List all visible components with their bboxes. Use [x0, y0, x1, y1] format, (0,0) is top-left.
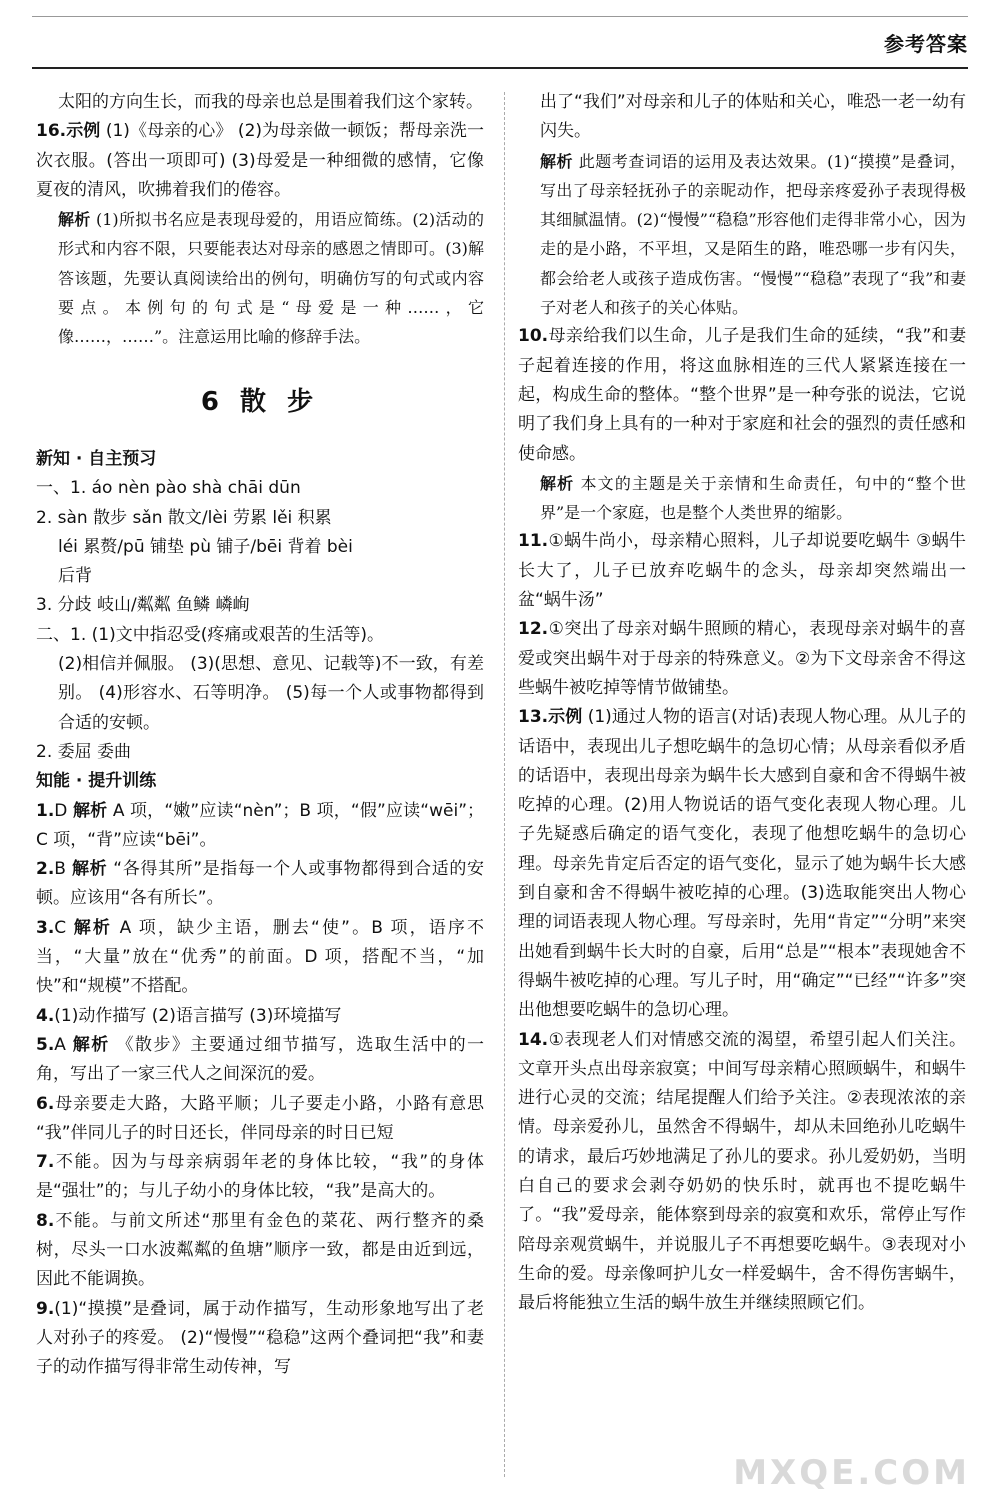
example-tag: 示例 — [66, 121, 101, 142]
answer-text: 母亲给我们以生命，儿子是我们生命的延续，“我”和妻子起着连接的作用，将这血脉相连的三代人紧紧连接在一起，构成生命的整体。“整个世界”是一种夸张的说法，它说明了我们身上具有的一种对于家庭和社会的强烈的责任感和使命感。 — [518, 326, 966, 464]
answer-text: 不能。与前文所述“那里有金色的菜花、两行整齐的桑树，尽头一口水波粼粼的鱼塘”顺序一致，都是由近到远，因此不能调换。 — [36, 1210, 484, 1290]
answer-text: (1)通过人物的语言(对话)表现人物心理。从儿子的话语中，表现出儿子想吃蜗牛的急切心情；从母亲看似矛盾的话语中，表现出母亲为蜗牛长大感到自豪和舍不得蜗牛被吃掉的心理。(2)用人物说话的语气变化表现人物心理。儿子先疑惑后确定的语气变化，表现了他想吃蜗牛的急切心理。母亲先肯定后否定的语气变化，显示了她为蜗牛长大感到自豪和舍不得蜗牛被吃掉的心理。(3)选取能突出人物心理的词语表现人物心理。写母亲时，先用“肯定”“分明”来突出她看到蜗牛长大时的自豪，后用“总是”“根本”表现她舍不得蜗牛被吃掉的心理。写儿子时，用“确定”“已经”“许多”突出他想要吃蜗牛的急切心理。 — [518, 707, 967, 1021]
analysis-text: “各得其所”是指每一个人或事物都得到合适的安顿。应该用“各有所长”。 — [36, 859, 484, 909]
answer-number: 9. — [36, 1298, 55, 1319]
answer-choice: D — [54, 800, 68, 821]
answer-16 — [36, 117, 484, 205]
analysis-tag: 解析 — [58, 210, 91, 230]
answer-number: 7. — [36, 1152, 55, 1173]
right-column — [518, 88, 966, 1318]
answer-number: 14. — [518, 1029, 549, 1050]
answer-k13 — [518, 703, 966, 1025]
answer-choice: A — [54, 1034, 66, 1055]
answer-number: 4. — [36, 1005, 55, 1026]
answer-text: 不能。因为与母亲病弱年老的身体比较，“我”的身体是“强壮”的；与儿子幼小的身体比较，“我”是高大的。 — [36, 1152, 484, 1202]
answer-number: 3. — [36, 917, 55, 938]
answer-k9-continued: 出了“我们”对母亲和儿子的体贴和关心，唯恐一老一幼有闪失。 — [540, 92, 966, 142]
answer-choice: C — [54, 917, 67, 938]
answer-k12 — [518, 615, 966, 703]
analysis-16 — [36, 205, 484, 351]
continued-text: 太阳的方向生长，而我的母亲也总是围着我们这个家转。 — [58, 92, 483, 112]
answer-k5 — [36, 1031, 484, 1090]
analysis-tag: 解析 — [72, 1034, 110, 1055]
top-rule — [32, 16, 968, 17]
analysis-tag: 解析 — [73, 917, 113, 938]
answer-text: (1)动作描写 (2)语言描写 (3)环境描写 — [54, 1005, 342, 1026]
analysis-text: A 项，“嫩”应读“nèn”；B 项，“假”应读“wēi”；C 项，“背”应读“bēi”。 — [36, 800, 484, 850]
answer-text: ①蜗牛尚小，母亲精心照料，儿子却说要吃蜗牛 ③蜗牛长大了，儿子已放弃吃蜗牛的念头，母亲却突然端出一盆“蜗牛汤” — [518, 531, 966, 611]
analysis-tag: 解析 — [72, 859, 108, 880]
analysis-tag: 解析 — [72, 800, 108, 821]
section-heading-training: 知能 · 提升训练 — [36, 771, 157, 792]
vocab-1b: (2)相信并佩服。 (3)(思想、意见、记载等)不一致，有差别。 (4)形容水、石等明净。 (5)每一个人或事物都得到合适的安顿。 — [58, 654, 484, 733]
answer-text: (1)《母亲的心》 (2)为母亲做一顿饭；帮母亲洗一次衣服。(答出一项即可) (3)母爱是一种细微的感情，它像夏夜的清风，吹拂着我们的倦容。 — [36, 121, 484, 200]
analysis-k10 — [518, 469, 966, 528]
analysis-text: A 项，缺少主语，删去“使”。B 项，语序不当，“大量”放在“优秀”的前面。D 项，搭配不当，“加快”和“规模”不搭配。 — [36, 917, 485, 997]
answer-k4 — [36, 1002, 484, 1031]
answer-number: 2. — [36, 859, 55, 880]
answer-k1 — [36, 797, 484, 856]
answer-k2 — [36, 855, 484, 914]
answer-text: (1)“摸摸”是叠词，属于动作描写，生动形象地写出了老人对孙子的疼爱。 (2)“慢慢”“稳稳”这两个叠词把“我”和妻子的动作描写得非常生动传神，写 — [36, 1298, 484, 1378]
answer-number: 13. — [518, 707, 549, 728]
analysis-text: (1)所拟书名应是表现母爱的，用语应简练。(2)活动的形式和内容不限，只要能表达对母亲的感恩之情即可。(3)解答该题，先要认真阅读给出的例句，明确仿写的句式或内容要点。本例句的句式是“母爱是一种……，它像……，……”。注意运用比喻的修辞手法。 — [58, 210, 484, 347]
answer-text: 母亲要走大路，大路平顺；儿子要走小路，小路有意思 “我”伴同儿子的时日还长，伴同母亲的时日已短 — [36, 1093, 484, 1143]
example-tag: 示例 — [548, 707, 583, 728]
answer-text: ①突出了母亲对蜗牛照顾的精心，表现母亲对蜗牛的喜爱或突出蜗牛对于母亲的特殊意义。②为下文母亲舍不得这些蜗牛被吃掉等情节做铺垫。 — [518, 619, 966, 698]
analysis-tag: 解析 — [540, 151, 574, 171]
answer-number: 6. — [36, 1093, 55, 1114]
analysis-k9 — [518, 147, 966, 323]
column-divider — [504, 92, 505, 1477]
analysis-text: 《散步》主要通过细节描写，选取生活中的一角，写出了一家三代人之间深沉的爱。 — [36, 1034, 485, 1085]
preview-3: 3. 分歧 岐山/粼粼 鱼鳞 嶙峋 — [36, 595, 250, 616]
vocab-2: 2. 委屈 委曲 — [36, 741, 132, 762]
chapter-title: 6 散 步 — [200, 386, 320, 417]
answer-number: 10. — [518, 326, 549, 347]
header-rule — [32, 67, 968, 69]
answer-k9 — [36, 1295, 484, 1383]
preview-2c: 后背 — [58, 566, 92, 587]
answer-k8 — [36, 1207, 484, 1295]
watermark: MXQE.COM — [733, 1453, 970, 1493]
left-column — [36, 88, 484, 1382]
analysis-text: 此题考查词语的运用及表达效果。(1)“摸摸”是叠词，写出了母亲轻抚孙子的亲昵动作，把母亲疼爱孙子表现得极其细腻温情。(2)“慢慢”“稳稳”形容他们走得非常小心，因为走的是小路，不平坦，又是陌生的路，唯恐哪一步有闪失，都会给老人或孩子造成伤害。“慢慢”“稳稳”表现了“我”和妻子对老人和孩子的关心体贴。 — [540, 151, 966, 318]
answer-text: ①表现老人们对情感交流的渴望，希望引起人们关注。文章开头点出母亲寂寞；中间写母亲精心照顾蜗牛，和蜗牛进行心灵的交流；结尾提醒人们给予关注。②表现浓浓的亲情。母亲爱孙儿，虽然舍不得蜗牛，却从未回绝孙儿吃蜗牛的请求，最后巧妙地满足了孙儿的要求。孙儿爱奶奶，当明白自己的要求会剥夺奶奶的快乐时，就再也不提吃蜗牛了。“我”爱母亲，能体察到母亲的寂寞和欢乐，常停止写作陪母亲观赏蜗牛，并说服儿子不再想要吃蜗牛。③表现对小生命的爱。母亲像呵护儿女一样爱蜗牛，舍不得伤害蜗牛，最后将能独立生活的蜗牛放生并继续照顾它们。 — [518, 1029, 966, 1314]
preview-2b: léi 累赘/pū 铺垫 pù 铺子/bēi 背着 bèi — [58, 536, 353, 557]
answer-number: 11. — [518, 531, 549, 552]
vocab-1a: 二、1. (1)文中指忍受(疼痛或艰苦的生活等)。 — [36, 624, 384, 645]
answer-k14 — [518, 1026, 966, 1319]
section-heading-preview: 新知 · 自主预习 — [36, 448, 157, 469]
answer-k3 — [36, 914, 484, 1002]
answer-number: 1. — [36, 800, 55, 821]
preview-1: 一、1. áo nèn pào shà chāi dūn — [36, 478, 301, 499]
answer-number: 5. — [36, 1034, 55, 1055]
answer-number: 12. — [518, 619, 549, 640]
analysis-tag: 解析 — [540, 473, 575, 493]
answer-choice: B — [54, 859, 66, 880]
answer-k10 — [518, 322, 966, 468]
answer-number: 16. — [36, 121, 67, 142]
analysis-text: 本文的主题是关于亲情和生命责任，句中的“整个世界”是一个家庭，也是整个人类世界的缩影。 — [540, 473, 966, 523]
preview-2a: 2. sàn 散步 sǎn 散文/lèi 劳累 lěi 积累 — [36, 507, 332, 528]
answer-number: 8. — [36, 1210, 55, 1231]
answer-k7 — [36, 1148, 484, 1207]
page-header-title: 参考答案 — [884, 32, 968, 56]
answer-k6 — [36, 1090, 484, 1149]
answer-k11 — [518, 527, 966, 615]
